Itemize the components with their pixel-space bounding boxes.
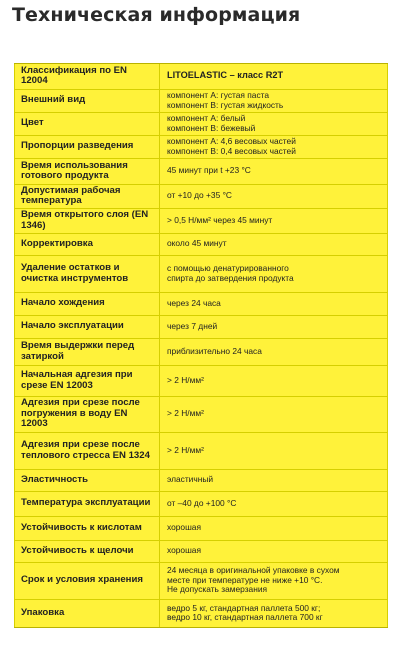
- table-row: [15, 89, 388, 112]
- table-row: [15, 64, 388, 89]
- property-value-line: месте при температуре не ниже +10 °C.: [167, 574, 323, 585]
- property-value-line: компонент B: 0,4 весовых частей: [167, 145, 296, 156]
- property-name: Устойчивость к кислотам: [15, 516, 160, 540]
- table-row: [15, 516, 388, 540]
- property-name: Цвет: [15, 112, 160, 135]
- property-value-line: > 2 Н/мм²: [167, 408, 204, 419]
- table-row: [15, 365, 388, 396]
- table-row: [15, 158, 388, 184]
- property-name: Начальная адгезия при срезе EN 12003: [15, 365, 160, 396]
- property-name: Удаление остатков и очистка инструментов: [15, 255, 160, 292]
- table-row: [15, 184, 388, 208]
- property-name: Корректировка: [15, 233, 160, 255]
- property-name: Устойчивость к щелочи: [15, 540, 160, 562]
- property-value-line: с помощью денатурированного: [167, 262, 289, 273]
- property-name: Классификация по EN 12004: [15, 64, 160, 89]
- property-value-line: 24 месяца в оригинальной упаковке в сухом: [167, 565, 340, 576]
- property-value-line: хорошая: [167, 522, 201, 533]
- property-value: [160, 184, 388, 208]
- property-value-line: ведро 10 кг, стандартная паллета 700 кг: [167, 612, 323, 623]
- property-name: Внешний вид: [15, 89, 160, 112]
- property-value: [160, 599, 388, 627]
- property-value: [160, 469, 388, 491]
- property-name: Время открытого слоя (EN 1346): [15, 208, 160, 233]
- property-name: Пропорции разведения: [15, 135, 160, 158]
- table-row: [15, 396, 388, 432]
- table-row: [15, 208, 388, 233]
- table-row: [15, 432, 388, 469]
- table-row: [15, 338, 388, 365]
- table-row: [15, 292, 388, 315]
- tech-info-table: [14, 64, 388, 627]
- property-value: [160, 158, 388, 184]
- table-row: [15, 255, 388, 292]
- table-row: [15, 469, 388, 491]
- property-name: Упаковка: [15, 599, 160, 627]
- property-value-line: LITOELASTIC – класс R2T: [167, 70, 284, 81]
- property-value-line: эластичный: [167, 474, 214, 485]
- property-value: [160, 135, 388, 158]
- property-value-line: через 7 дней: [167, 320, 218, 331]
- property-value: [160, 516, 388, 540]
- table-row: [15, 233, 388, 255]
- property-name: Срок и условия хранения: [15, 562, 160, 599]
- property-value-line: 45 минут при t +23 °C: [167, 165, 251, 176]
- property-value: [160, 233, 388, 255]
- property-name: Начало эксплуатации: [15, 315, 160, 338]
- property-value-line: компонент A: густая паста: [167, 89, 270, 100]
- property-name: Время использования готового продукта: [15, 158, 160, 184]
- property-name: Температура эксплуатации: [15, 491, 160, 516]
- property-name: Допустимая рабочая температура: [15, 184, 160, 208]
- property-value: [160, 292, 388, 315]
- page-title: Техническая информация: [12, 4, 301, 26]
- property-value-line: > 2 Н/мм²: [167, 444, 204, 455]
- property-value-line: компонент B: бежевый: [167, 122, 256, 133]
- property-value-line: спирта до затвердения продукта: [167, 272, 294, 283]
- property-value-line: от +10 до +35 °C: [167, 190, 232, 201]
- table-row: [15, 562, 388, 599]
- property-value: [160, 112, 388, 135]
- property-value: [160, 562, 388, 599]
- property-value-line: > 2 Н/мм²: [167, 374, 204, 385]
- property-value: [160, 255, 388, 292]
- table-row: [15, 315, 388, 338]
- property-value: [160, 396, 388, 432]
- property-value-line: компонент A: 4,6 весовых частей: [167, 135, 296, 146]
- property-value-line: хорошая: [167, 545, 201, 556]
- property-name: Эластичность: [15, 469, 160, 491]
- property-name: Время выдержки перед затиркой: [15, 338, 160, 365]
- property-value: [160, 208, 388, 233]
- property-value-line: компонент A: белый: [167, 112, 246, 123]
- table-row: [15, 599, 388, 627]
- property-value: [160, 64, 388, 89]
- property-value-line: Не допускать замерзания: [167, 584, 268, 595]
- property-value-line: приблизительно 24 часа: [167, 345, 262, 356]
- property-value-line: около 45 минут: [167, 238, 227, 249]
- property-name: Начало хождения: [15, 292, 160, 315]
- tech-info-table-wrap: [14, 63, 388, 628]
- property-value: [160, 315, 388, 338]
- property-name: Адгезия при срезе после погружения в воду EN 12003: [15, 396, 160, 432]
- table-row: [15, 112, 388, 135]
- table-row: [15, 491, 388, 516]
- property-value: [160, 491, 388, 516]
- property-value: [160, 338, 388, 365]
- property-value-line: от –40 до +100 °C: [167, 497, 237, 508]
- table-row: [15, 540, 388, 562]
- property-value: [160, 540, 388, 562]
- property-value-line: > 0,5 Н/мм² через 45 минут: [167, 214, 273, 225]
- table-row: [15, 135, 388, 158]
- property-value-line: через 24 часа: [167, 297, 221, 308]
- property-value: [160, 365, 388, 396]
- property-value-line: компонент B: густая жидкость: [167, 99, 284, 110]
- property-value: [160, 432, 388, 469]
- property-name: Адгезия при срезе после теплового стресса EN 1324: [15, 432, 160, 469]
- property-value-line: ведро 5 кг, стандартная паллета 500 кг;: [167, 602, 321, 613]
- property-value: [160, 89, 388, 112]
